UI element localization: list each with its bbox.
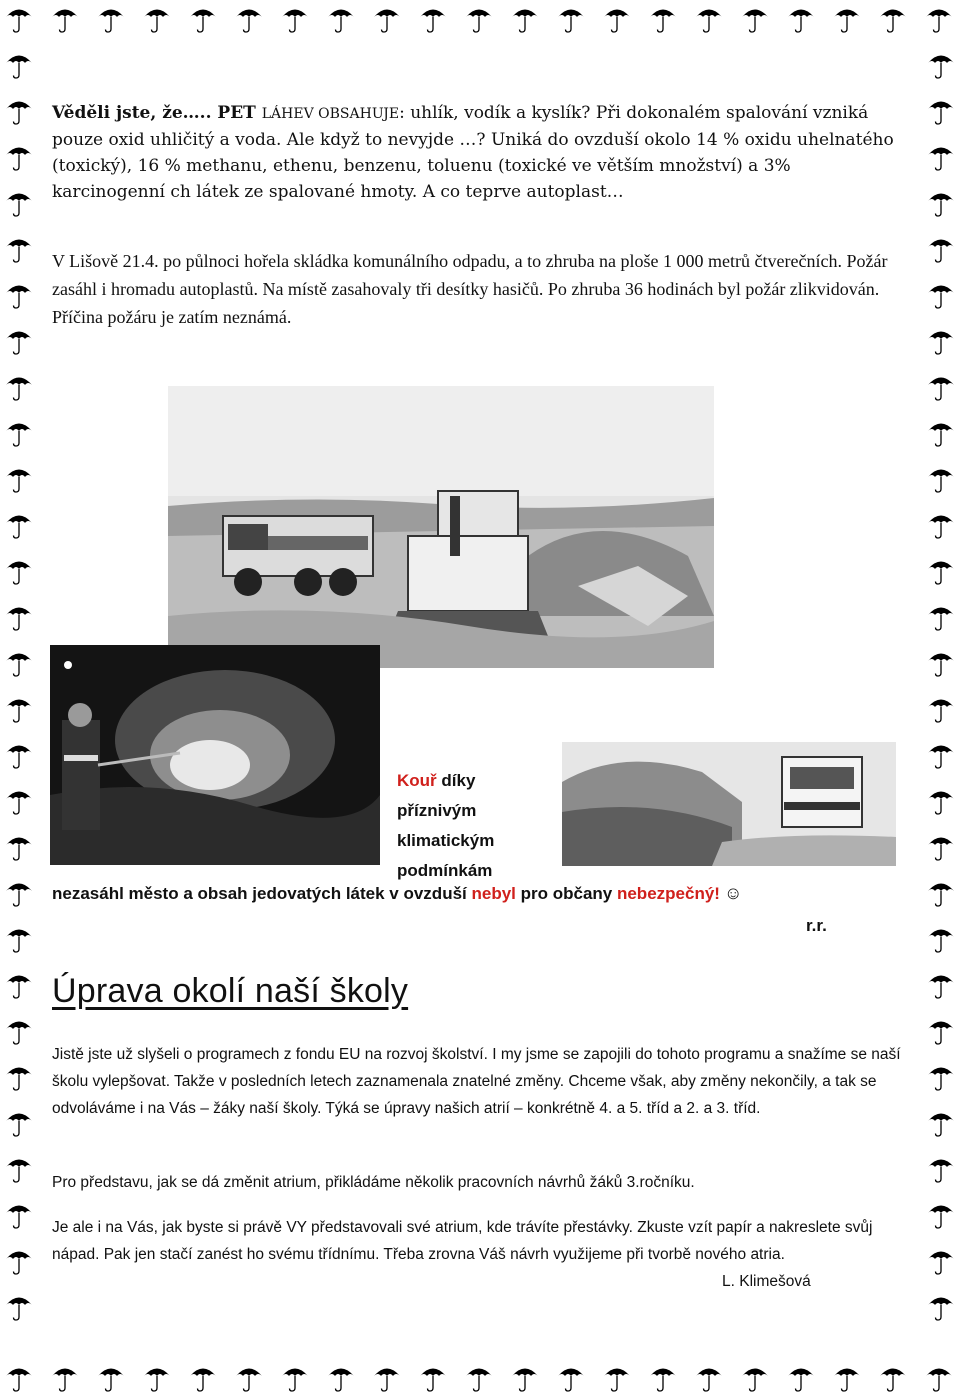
umbrella-icon [510,1363,540,1393]
umbrella-icon [4,188,34,218]
caption-tail [52,883,742,904]
umbrella-icon [926,510,956,540]
photo-caption [397,766,557,886]
umbrella-icon [926,602,956,632]
umbrella-icon [926,1062,956,1092]
umbrella-icon [602,1363,632,1393]
umbrella-icon [464,4,494,34]
umbrella-icon [740,1363,770,1393]
umbrella-icon [4,970,34,1000]
umbrella-icon [926,372,956,402]
umbrella-icon [96,1363,126,1393]
fire-truck-photo [562,742,896,866]
umbrella-icon [4,694,34,724]
umbrella-icon [926,556,956,586]
umbrella-icon [4,1062,34,1092]
umbrella-icon [926,1246,956,1276]
smiley-icon: ☺ [723,883,743,903]
umbrella-icon [4,556,34,586]
fire-article: V Lišově 21.4. po půlnoci hořela skládka komunálního odpadu, a to zhruba na ploše 1 000 metrů čtverečních. Požár zasáhl i hromadu autoplastů. Na místě zasahovaly tři desítky hasičů. Po zhruba 36 hodinách byl požár zlikvidován. Příčina požáru je zatím neznámá. [52,251,888,327]
umbrella-icon [326,4,356,34]
umbrella-icon [556,1363,586,1393]
umbrella-icon [280,4,310,34]
umbrella-icon [878,4,908,34]
umbrella-icon [926,694,956,724]
umbrella-icon [878,1363,908,1393]
body-paragraph-3: Je ale i na Vás, jak byste si právě VY představovali své atrium, kde trávíte přestávky. Zkuste vzít papír a nakreslete svůj nápad. Pak jen stačí zanést ho svému třídnímu. Třeba zrovna Váš návrh využijeme při tvorbě nového atria. [52,1219,873,1263]
umbrella-icon [188,1363,218,1393]
umbrella-icon [234,1363,264,1393]
umbrella-icon [926,832,956,862]
umbrella-icon [832,4,862,34]
umbrella-icon [4,878,34,908]
umbrella-icon [4,1016,34,1046]
umbrella-icon [926,1108,956,1138]
umbrella-icon [4,326,34,356]
caption-tail-text: nezasáhl město a obsah jedovatých látek v ovzduší [52,884,472,903]
umbrella-icon [234,4,264,34]
umbrella-icon [50,1363,80,1393]
umbrella-icon [926,648,956,678]
umbrella-icon [142,4,172,34]
umbrella-icon [786,4,816,34]
umbrella-icon [926,50,956,80]
umbrella-icon [4,924,34,954]
intro-lead: Věděli jste, že….. PET [52,103,262,123]
umbrella-icon [4,510,34,540]
umbrella-icon [926,786,956,816]
umbrella-icon [924,1363,954,1393]
umbrella-icon [926,740,956,770]
umbrella-icon [740,4,770,34]
umbrella-icon [4,1154,34,1184]
caption-tail-text-2: pro občany [515,884,617,903]
caption-line-2: příznivým [397,801,477,820]
umbrella-icon [648,4,678,34]
umbrella-icon [280,1363,310,1393]
umbrella-icon [926,1292,956,1322]
umbrella-icon [418,4,448,34]
umbrella-icon [464,1363,494,1393]
umbrella-icon [602,4,632,34]
umbrella-icon [4,280,34,310]
caption-line-4: podmínkám [397,861,493,880]
umbrella-icon [50,4,80,34]
intro-caps: LÁHEV OBSAHUJE [261,106,400,122]
umbrella-icon [4,832,34,862]
umbrella-icon [188,4,218,34]
umbrella-icon [926,1154,956,1184]
umbrella-icon [4,740,34,770]
umbrella-icon [4,50,34,80]
umbrella-icon [926,878,956,908]
umbrella-icon [4,602,34,632]
umbrella-icon [924,4,954,34]
umbrella-icon [648,1363,678,1393]
umbrella-icon [926,280,956,310]
umbrella-icon [4,142,34,172]
umbrella-icon [926,96,956,126]
caption-word-smoke: Kouř [397,771,437,790]
caption-red-nebezpecny: nebezpečný! [616,884,720,903]
umbrella-icon [4,418,34,448]
umbrella-icon [372,4,402,34]
umbrella-icon [418,1363,448,1393]
umbrella-icon [96,4,126,34]
landfill-photo [168,386,714,668]
umbrella-icon [142,1363,172,1393]
umbrella-icon [326,1363,356,1393]
intro-text: : uhlík, vodík a kyslík? Při dokonalém spalování vzniká pouze oxid uhličitý a voda. Ale když to nevyjde …? Uniká do ovzduší okolo 14 % oxidu uhelnatého (toxický), 16 % methanu, ethenu, benzenu, toluenu (toxické ve větším množství) a 3% karcinogenní ch látek ze spalované hmoty. A co teprve autoplast… [52,103,894,202]
article-initials: r.r. [806,916,827,935]
section-heading: Úprava okolí naší školy [52,972,409,1010]
umbrella-icon [4,234,34,264]
umbrella-icon [4,1363,34,1393]
umbrella-icon [926,1016,956,1046]
umbrella-icon [4,464,34,494]
umbrella-icon [926,326,956,356]
intro-paragraph [52,100,902,205]
umbrella-icon [4,1246,34,1276]
umbrella-icon [4,1200,34,1230]
umbrella-icon [694,1363,724,1393]
caption-line-3: klimatickým [397,831,495,850]
umbrella-icon [786,1363,816,1393]
caption-word: díky [436,771,476,790]
umbrella-icon [926,234,956,264]
umbrella-icon [926,418,956,448]
umbrella-icon [926,464,956,494]
body-paragraph-2: Pro představu, jak se dá změnit atrium, přikládáme několik pracovních návrhů žáků 3.ročníku. [52,1174,695,1191]
umbrella-icon [4,372,34,402]
umbrella-icon [372,1363,402,1393]
umbrella-icon [926,924,956,954]
fire-night-photo [50,645,380,865]
umbrella-icon [510,4,540,34]
umbrella-icon [926,188,956,218]
umbrella-icon [926,142,956,172]
body-paragraph-1: Jistě jste už slyšeli o programech z fondu EU na rozvoj školství. I my jsme se zapojili do tohoto programu a snažíme se naší školu vylepšovat. Takže v posledních letech zaznamenala znatelné změny. Chceme však, aby změny nekončily, a tak se odvoláváme i na Vás – žáky naší školy. Týká se úpravy našich atrií – konkrétně 4. a 5. tříd a 2. a 3. tříd. [52,1046,901,1117]
umbrella-icon [556,4,586,34]
umbrella-icon [926,970,956,1000]
umbrella-icon [926,1200,956,1230]
umbrella-icon [4,786,34,816]
caption-red-nebyl: nebyl [471,884,516,903]
umbrella-icon [694,4,724,34]
umbrella-icon [4,4,34,34]
umbrella-icon [4,96,34,126]
umbrella-icon [832,1363,862,1393]
umbrella-icon [4,648,34,678]
umbrella-icon [4,1108,34,1138]
umbrella-icon [4,1292,34,1322]
author-signature: L. Klimešová [722,1273,811,1290]
